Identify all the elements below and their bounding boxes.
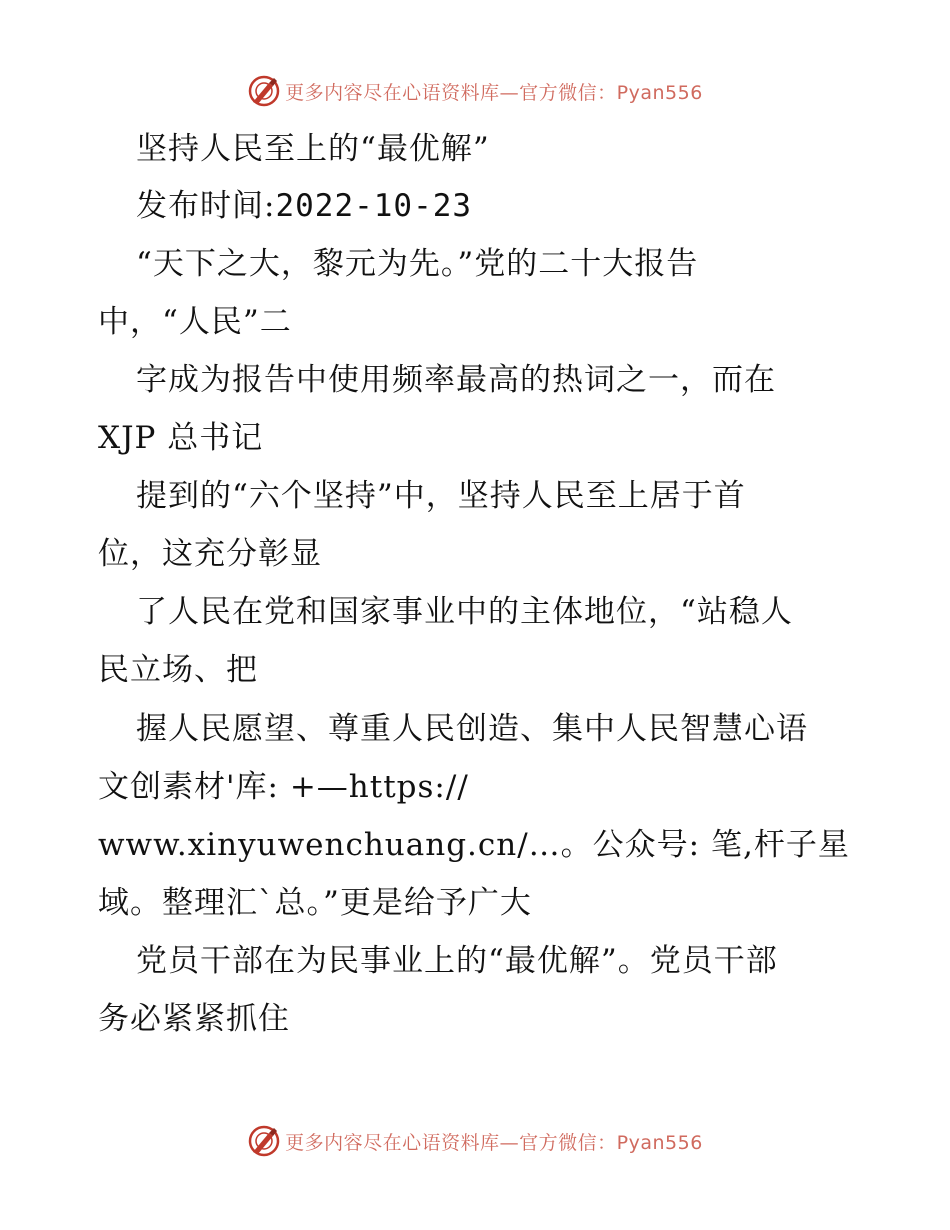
watermark-text: 更多内容尽在心语资料库—官方微信：Pyan556 — [285, 81, 703, 104]
watermark-banner-top — [0, 71, 950, 111]
paragraph-line: 党员干部在为民事业上的“最优解”。党员干部 — [136, 943, 778, 979]
watermark-handle: Pyan556 — [616, 1131, 703, 1154]
paragraph-line: 务必紧紧抓住 — [98, 1001, 290, 1037]
publish-date-value: 2022-10-23 — [275, 188, 473, 224]
pen-logo-icon — [247, 74, 281, 108]
paragraph-line: “天下之大，黎元为先。”党的二十大报告 — [136, 246, 699, 282]
paragraph-line: XJP 总书记 — [98, 420, 264, 456]
paragraph-line: 位，这充分彰显 — [98, 536, 322, 572]
paragraph-line: 中，“人民”二 — [98, 304, 292, 340]
pen-logo-icon — [247, 1124, 281, 1158]
watermark-text: 更多内容尽在心语资料库—官方微信：Pyan556 — [285, 1131, 703, 1154]
watermark-handle: Pyan556 — [616, 81, 703, 104]
publish-date-label: 发布时间: — [136, 188, 276, 224]
paragraph-line: 提到的“六个坚持”中，坚持人民至上居于首 — [136, 478, 746, 514]
watermark-banner-bottom — [0, 1121, 950, 1161]
paragraph-line: 域。整理汇`总。”更是给予广大 — [98, 885, 532, 921]
paragraph-line: 文创素材'库: +—https:// — [98, 769, 469, 805]
paragraph-line: 字成为报告中使用频率最高的热词之一，而在 — [136, 362, 776, 398]
publish-date — [136, 186, 472, 226]
paragraph-line: 民立场、把 — [98, 652, 258, 688]
paragraph-line: www.xinyuwenchuang.cn/…。公众号: 笔,杆子星 — [98, 827, 850, 863]
paragraph-line: 了人民在党和国家事业中的主体地位，“站稳人 — [136, 594, 793, 630]
paragraph-line: 握人民愿望、尊重人民创造、集中人民智慧心语 — [136, 711, 808, 747]
article-title: 坚持人民至上的“最优解” — [136, 131, 490, 167]
